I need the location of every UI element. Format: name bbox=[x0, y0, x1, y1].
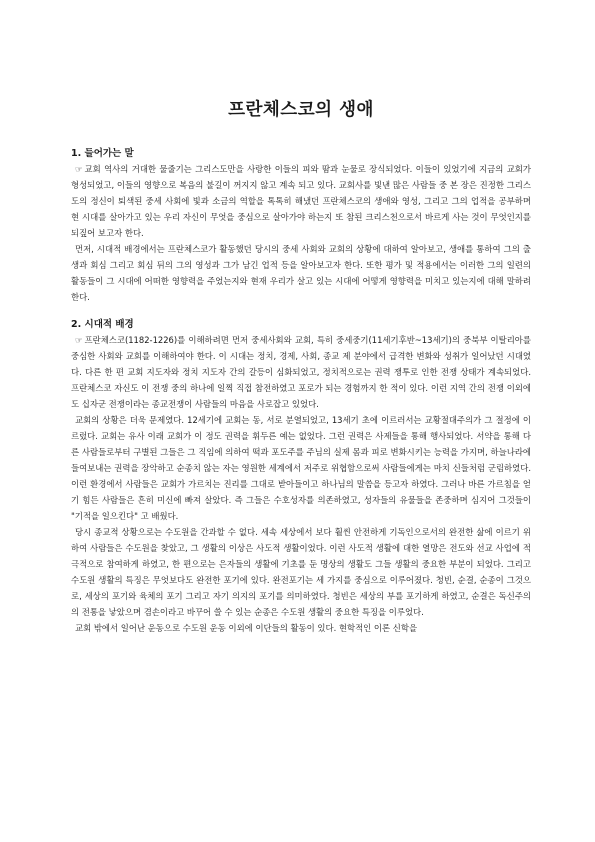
section-historical-background bbox=[71, 316, 531, 636]
section-heading: 2. 시대적 배경 bbox=[71, 319, 134, 330]
paragraph bbox=[71, 332, 531, 412]
paragraph bbox=[71, 524, 531, 620]
section-introduction bbox=[71, 145, 531, 305]
pointing-hand-icon: ☞ bbox=[75, 164, 83, 174]
section-heading: 1. 들어가는 말 bbox=[71, 148, 134, 159]
pointing-hand-icon: ☞ bbox=[75, 335, 83, 345]
paragraph bbox=[71, 161, 531, 241]
paragraph-text: 먼저, 시대적 배경에서는 프란체스코가 활동했던 당시의 중세 사회와 교회의 상황에 대하여 알아보고, 생애를 통하여 그의 출생과 회심 그리고 회심 뒤의 그의 영성과 그가 남긴 업적 등을 알아보고자 한다. 또한 평가 및 적용에서는 이러한 그의 일련의 활동들이 그 시대에 어떠한 영향력을 주었는지와 현재 우리가 살고 있는 시대에 어떻게 영향력을 미치고 있는지에 대해 말하려 한다. bbox=[71, 244, 531, 302]
paragraph bbox=[71, 620, 531, 636]
paragraph-text: 프란체스코(1182-1226)를 이해하려면 먼저 중세사회와 교회, 특히 중세중기(11세기후반~13세기)의 중북부 이탈리아를 중심한 사회와 교회를 이해하여야 한다. 이 시대는 정치, 경제, 사회, 종교 제 분야에서 급격한 변화와 성취가 일어났던 시대였다. 다른 한 편 교회 지도자와 정치 지도자 간의 갈등이 심화되었고, 정치적으로는 권력 쟁투로 인한 전쟁 상태가 계속되었다. 프란체스코 자신도 이 전쟁 중의 하나에 일찍 직접 참전하였고 포로가 되는 경험까지 한 적이 있다. 이런 지역 간의 전쟁 이외에도 십자군 전쟁이라는 종교전쟁이 사람들의 마음을 사로잡고 있었다. bbox=[71, 335, 531, 409]
document-title: 프란체스코의 생애 bbox=[228, 100, 374, 120]
paragraph bbox=[71, 241, 531, 305]
paragraph-text: 교회 역사의 거대한 물줄기는 그리스도만을 사랑한 이들의 피와 땀과 눈물로 장식되었다. 이들이 있었기에 지금의 교회가 형성되었고, 이들의 영향으로 복음의 불길이 꺼지지 않고 계속 되고 있다. 교회사를 빛낸 많은 사람들 중 본 장은 진정한 그리스도의 정신이 퇴색된 중세 사회에 빛과 소금의 역할을 톡톡히 해냈던 프란체스코의 생애와 영성, 그리고 그의 업적을 공부하며 현 시대를 살아가고 있는 우리 자신이 무엇을 중심으로 살아가야 하는지 또 참된 크리스천으로서 바르게 사는 것이 무엇인지를 되짚어 보고자 한다. bbox=[71, 164, 531, 238]
paragraph bbox=[71, 412, 531, 524]
paragraph-text: 당시 종교적 상황으로는 수도원을 간과할 수 없다. 세속 세상에서 보다 훨씬 안전하게 기독인으로서의 완전한 삶에 이르기 위하여 사람들은 수도원을 찾았고, 그 생활의 이상은 사도적 생활이었다. 이런 사도적 생활에 대한 열망은 전도와 선교 사업에 적극적으로 참여하게 하였고, 한 편으로는 은자들의 생활에 기초를 둔 명상의 생활도 그들 생활의 중요한 부분이 되었다. 그리고 수도원 생활의 특징은 무엇보다도 완전한 포기에 있다. 완전포기는 세 가지를 중심으로 이루어졌다. 청빈, 순결, 순종이 그것으로, 세상의 포기와 육체의 포기 그리고 자기 의지의 포기를 의미하였다. 청빈은 세상의 부를 포기하게 하였고, 순결은 독신주의의 전통을 낳았으며 겸손이라고 바꾸어 쓸 수 있는 순종은 수도원 생활의 중요한 특징을 이루었다. bbox=[71, 527, 531, 617]
paragraph-text: 교회 밖에서 일어난 운동으로 수도원 운동 이외에 이단들의 활동이 있다. 현학적인 이론 신학을 bbox=[75, 623, 418, 633]
paragraph-text: 교회의 상황은 더욱 문제였다. 12세기에 교회는 동, 서로 분열되었고, 13세기 초에 이르러서는 교황절대주의가 그 절정에 이르렀다. 교회는 유사 이래 교회가 이 정도 권력을 휘두른 예는 없었다. 그런 권력은 사제들을 통해 행사되었다. 서약을 통해 다른 사람들로부터 구별된 그들은 그 직임에 의하여 떡과 포도주를 주님의 실제 몸과 피로 변화시키는 능력을 가지며, 하늘나라에 들여보내는 권력을 장악하고 순종치 않는 자는 영원한 세계에서 저주로 위협함으로써 사람들에게는 마치 신들처럼 군림하였다. 이런 환경에서 사람들은 교회가 가르치는 진리를 그대로 받아들이고 하나님의 말씀을 등고자 하였다. 그러나 바른 가르침을 얻기 힘든 사람들은 흔히 미신에 빠져 살았다. 즉 그들은 수호성자를 의존하였고, 성자들의 유물들을 존중하며 심지어 그것들이 "기적을 일으킨다" 고 배웠다. bbox=[71, 415, 531, 521]
